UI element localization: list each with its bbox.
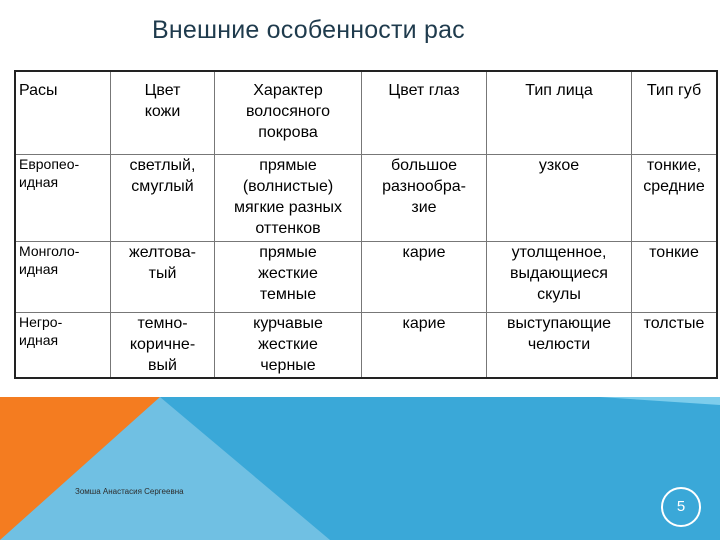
table-row	[15, 313, 717, 379]
header-cell-face-type: Тип лица	[487, 71, 632, 155]
slide-title: Внешние особенности рас	[152, 16, 465, 44]
table-cell: прямые жесткие темные	[215, 242, 362, 313]
table-cell: желтова- тый	[111, 242, 215, 313]
races-table	[14, 70, 718, 379]
table-cell: карие	[362, 313, 487, 379]
header-cell-lip-type: Тип губ	[632, 71, 718, 155]
table-cell: утолщенное, выдающиеся скулы	[487, 242, 632, 313]
header-cell-eye-color: Цвет глаз	[362, 71, 487, 155]
table-cell: узкое	[487, 155, 632, 242]
table-cell: тонкие, средние	[632, 155, 718, 242]
table-cell: тонкие	[632, 242, 718, 313]
table-cell: курчавые жесткие черные	[215, 313, 362, 379]
table-cell: выступающие челюсти	[487, 313, 632, 379]
race-name-cell: Негро- идная	[15, 313, 111, 379]
author-name: Зомша Анастасия Сергеевна	[75, 487, 184, 496]
decorative-triangles	[0, 397, 720, 540]
table-header-row	[15, 71, 717, 155]
table-cell: большое разнообра- зие	[362, 155, 487, 242]
header-cell-hair: Характер волосяного покрова	[215, 71, 362, 155]
race-name-cell: Европео- идная	[15, 155, 111, 242]
table-cell: темно- коричне- вый	[111, 313, 215, 379]
race-name-cell: Монголо- идная	[15, 242, 111, 313]
corner-strip	[600, 397, 720, 405]
header-cell-skin-color: Цвет кожи	[111, 71, 215, 155]
table-cell: светлый, смуглый	[111, 155, 215, 242]
table-cell: толстые	[632, 313, 718, 379]
table-cell: карие	[362, 242, 487, 313]
table-row	[15, 155, 717, 242]
page-number-badge: 5	[661, 487, 701, 527]
table-cell: прямые (волнистые) мягкие разных оттенков	[215, 155, 362, 242]
header-cell-races: Расы	[15, 71, 111, 155]
table-row	[15, 242, 717, 313]
